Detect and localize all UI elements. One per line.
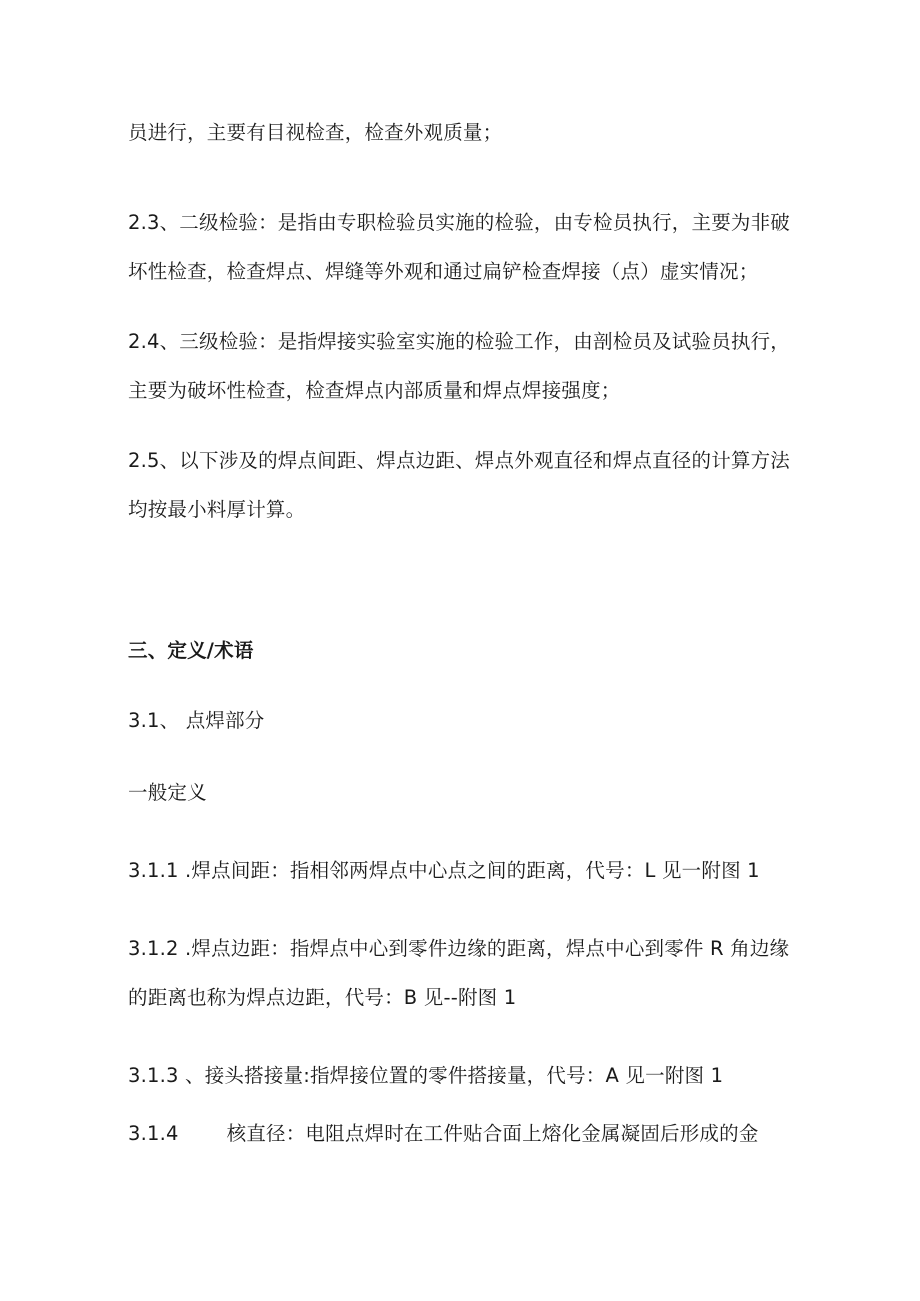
general-definition-label: 一般定义 (128, 781, 207, 804)
paragraph-2-4-line-2: 主要为破坏性检查，检查焊点内部质量和焊点焊接强度； (128, 379, 621, 402)
paragraph-2-5-line-2: 均按最小料厚计算。 (128, 498, 306, 521)
paragraph-2-4-line-1: 2.4、三级检验：是指焊接实验室实施的检验工作，由剖检员及试验员执行， (128, 330, 791, 353)
definition-3-1-2-line-2: 的距离也称为焊点边距，代号：B 见--附图 1 (128, 986, 517, 1009)
paragraph-2-3-line-2: 坏性检查，检查焊点、焊缝等外观和通过扁铲检查焊接（点）虚实情况； (128, 260, 759, 283)
definition-3-1-2-line-1: 3.1.2 .焊点边距：指焊点中心到零件边缘的距离，焊点中心到零件 R 角边缘 (128, 937, 790, 960)
paragraph-2-3-line-1: 2.3、二级检验：是指由专职检验员实施的检验，由专检员执行，主要为非破 (128, 211, 791, 234)
definition-3-1-1: 3.1.1 .焊点间距：指相邻两焊点中心点之间的距离，代号：L 见一附图 1 (128, 859, 760, 882)
section-heading: 三、定义/术语 (128, 639, 254, 662)
definition-3-1-3: 3.1.3 、接头搭接量:指焊接位置的零件搭接量，代号：A 见一附图 1 (128, 1064, 724, 1087)
definition-3-1-4-number: 3.1.4 (128, 1122, 179, 1145)
definition-3-1-4-text: 核直径：电阻点焊时在工件贴合面上熔化金属凝固后形成的金 (226, 1122, 759, 1145)
paragraph-line: 员进行，主要有目视检查，检查外观质量； (128, 121, 503, 144)
definition-3-1-4 (128, 1120, 759, 1148)
subsection-3-1: 3.1、 点焊部分 (128, 709, 265, 732)
paragraph-2-5-line-1: 2.5、以下涉及的焊点间距、焊点边距、焊点外观直径和焊点直径的计算方法 (128, 449, 791, 472)
